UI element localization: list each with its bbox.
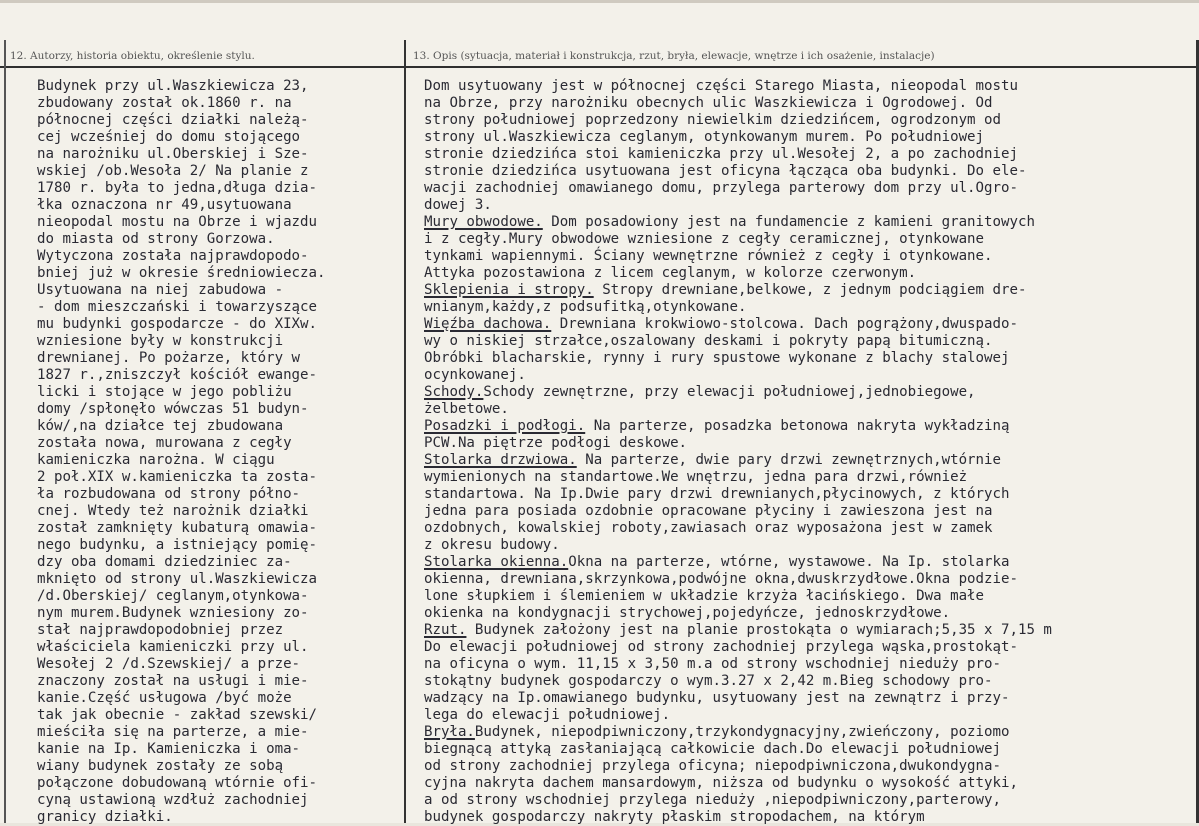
history-text-line: łka oznaczona nr 49,usytuowana <box>37 197 292 213</box>
description-text: lega do elewacji południowej. <box>424 707 671 723</box>
description-text-line <box>424 588 1052 605</box>
section-13-header: 13. Opis (sytuacja, materiał i konstrukcja, rzut, bryła, elewacje, wnętrze i ich osażenie, instalacje) <box>413 50 935 62</box>
description-text: ocynkowanej. <box>424 367 526 383</box>
section-heading: Rzut. <box>424 622 467 638</box>
description-text: budynek gospodarczy nakryty płaskim stropodachem, na którym <box>424 809 925 825</box>
history-text-line: kanie na Ip. Kamieniczka i oma- <box>37 741 301 757</box>
description-text: cyjna nakryta dachem mansardowym, niższa od budynku o wysokość attyki, <box>424 775 1018 791</box>
description-text-line <box>424 214 1052 231</box>
description-text: Na parterze, dwie pary drzwi zewnętrznych,wtórnie <box>576 452 1001 468</box>
history-text-line: kamieniczka narożna. W ciągu <box>37 452 275 468</box>
description-text: wadzący na Ip.omawianego budynku, usytuowany jest na zewnątrz i przy- <box>424 690 1010 706</box>
history-text-line: 1780 r. była to jedna,długa dzia- <box>37 180 318 196</box>
history-text-line: cyną ustawioną wzdłuż zachodniej <box>37 792 309 808</box>
history-text-line: nym murem.Budynek wzniesiony zo- <box>37 605 309 621</box>
history-text-column <box>37 78 326 826</box>
description-text: standartowa. Na Ip.Dwie pary drzwi drewnianych,płycinowych, z których <box>424 486 1010 502</box>
history-text-line: do miasta od strony Gorzowa. <box>37 231 275 247</box>
description-text-line <box>424 537 1052 554</box>
history-text-line: - dom mieszczański i towarzyszące <box>37 299 318 315</box>
description-text-line <box>424 231 1052 248</box>
section-heading: Stolarka okienna. <box>424 554 569 570</box>
description-text-line <box>424 724 1052 741</box>
history-text-line: bniej już w okresie średniowiecza. <box>37 265 326 281</box>
description-text: Okna na parterze, wtórne, wystawowe. Na Ip. stolarka <box>568 554 1010 570</box>
history-text-line: zbudowany został ok.1860 r. na <box>37 95 292 111</box>
description-text: żelbetowe. <box>424 401 509 417</box>
description-text-line <box>424 741 1052 758</box>
history-text-line: wiany budynek zostały ze sobą <box>37 758 284 774</box>
history-text-line: mknięto od strony ul.Waszkiewicza <box>37 571 318 587</box>
description-text: wacji zachodniej omawianego domu, przylega parterowy dom przy ul.Ogro- <box>424 180 1018 196</box>
description-text-column <box>424 78 1052 826</box>
description-text-line <box>424 367 1052 384</box>
history-text-line: nieopodal mostu na Obrze i wjazdu <box>37 214 318 230</box>
description-text-line <box>424 554 1052 571</box>
section-heading: Bryła. <box>424 724 475 740</box>
history-text-line: drewnianej. Po pożarze, który w <box>37 350 301 366</box>
history-text-line: na narożniku ul.Oberskiej i Sze- <box>37 146 309 162</box>
section-heading: Więźba dachowa. <box>424 316 552 332</box>
description-text-line <box>424 622 1052 639</box>
history-text-line: został zamknięty kubaturą omawia- <box>37 520 318 536</box>
description-text-line <box>424 129 1052 146</box>
description-text: a od strony wschodniej przylega nieduży ,niepodpiwniczony,parterowy, <box>424 792 1001 808</box>
description-text: ozdobnych, kowalskiej roboty,zawiasach oraz wyposażona jest w zamek <box>424 520 993 536</box>
history-text-line: właściciela kamieniczki przy ul. <box>37 639 309 655</box>
description-text: Na parterze, posadzka betonowa nakryta wykładziną <box>585 418 1010 434</box>
description-text: Budynek, niepodpiwniczony,trzykondygnacyjny,zwieńczony, poziomo <box>474 724 1010 740</box>
history-text-line: dzy oba domami dziedziniec za- <box>37 554 292 570</box>
scan-edge <box>0 0 1199 3</box>
description-text-line <box>424 163 1052 180</box>
history-text-line: Wesołej 2 /d.Szewskiej/ a prze- <box>37 656 301 672</box>
description-text-line <box>424 248 1052 265</box>
description-text-line <box>424 469 1052 486</box>
description-text-line <box>424 95 1052 112</box>
history-text-line: domy /spłonęło wówczas 51 budyn- <box>37 401 309 417</box>
description-text: Obróbki blacharskie, rynny i rury spustowe wykonane z blachy stalowej <box>424 350 1010 366</box>
description-text: od strony zachodniej przylega oficyna; niepodpiwniczona,dwukondygna- <box>424 758 1001 774</box>
history-text-line: granicy działki. <box>37 809 173 825</box>
history-text-line: kanie.Część usługowa /być może <box>37 690 292 706</box>
description-text-line <box>424 180 1052 197</box>
description-text-line <box>424 197 1052 214</box>
history-text-line: została nowa, murowana z cegły <box>37 435 292 451</box>
description-text: lone słupkiem i ślemieniem w układzie krzyża łacińskiego. Dwa małe <box>424 588 985 604</box>
description-text-line <box>424 265 1052 282</box>
history-text-line: połączone dobudowaną wtórnie ofi- <box>37 775 318 791</box>
description-text-line <box>424 503 1052 520</box>
description-text-line <box>424 299 1052 316</box>
description-text-line <box>424 690 1052 707</box>
form-left-border <box>4 40 6 823</box>
description-text: Dom posadowiony jest na fundamencie z kamieni granitowych <box>542 214 1035 230</box>
history-text-line: cnej. Wtedy też narożnik działki <box>37 503 309 519</box>
history-text-line: Wytyczona została najprawdopodo- <box>37 248 309 264</box>
description-text-line <box>424 605 1052 622</box>
history-text-line: cej wcześniej do domu stojącego <box>37 129 301 145</box>
history-text-line: mieściła się na parterze, a mie- <box>37 724 309 740</box>
history-text-line: ła rozbudowana od strony półno- <box>37 486 301 502</box>
description-text: dowej 3. <box>424 197 492 213</box>
description-text: strony ul.Waszkiewicza ceglanym, otynkowanym murem. Po południowej <box>424 129 985 145</box>
history-text-line: stał najprawdopodobniej przez <box>37 622 284 638</box>
history-text-line: mu budynki gospodarcze - do XIXw. <box>37 316 318 332</box>
description-text-line <box>424 792 1052 809</box>
history-text-line: 2 poł.XIX w.kamieniczka ta zosta- <box>37 469 318 485</box>
description-text-line <box>424 112 1052 129</box>
history-text-line: nego budynku, a istniejący pomię- <box>37 537 318 553</box>
form-column-divider <box>404 40 406 823</box>
description-text: stokątny budynek gospodarczy o wym.3.27 x 2,42 m.Bieg schodowy pro- <box>424 673 993 689</box>
form-header-rule <box>0 66 1199 68</box>
description-text-line <box>424 452 1052 469</box>
description-text-line <box>424 656 1052 673</box>
history-text-line: wskiej /ob.Wesoła 2/ Na planie z <box>37 163 309 179</box>
description-text: Schody zewnętrzne, przy elewacji południowej,jednobiegowe, <box>483 384 976 400</box>
section-heading: Mury obwodowe. <box>424 214 543 230</box>
description-text: okienna, drewniana,skrzynkowa,podwójne okna,dwuskrzydłowe.Okna podzie- <box>424 571 1018 587</box>
description-text-line <box>424 486 1052 503</box>
history-text-line: północnej części działki należą- <box>37 112 309 128</box>
description-text: Dom usytuowany jest w północnej części Starego Miasta, nieopodal mostu <box>424 78 1018 94</box>
section-12-header: 12. Autorzy, historia obiektu, określenie stylu. <box>10 50 255 62</box>
description-text: na oficyna o wym. 11,15 x 3,50 m.a od strony wschodniej nieduży pro- <box>424 656 1001 672</box>
description-text: wy o niskiej strzałce,oszalowany deskami i pokryty papą bitumiczną. <box>424 333 993 349</box>
description-text: strony południowej poprzedzony niewielkim dziedzińcem, ogrodzonym od <box>424 112 1001 128</box>
description-text: wnianym,każdy,z podsufitką,otynkowane. <box>424 299 747 315</box>
description-text: PCW.Na piętrze podłogi deskowe. <box>424 435 688 451</box>
history-text-line: /d.Oberskiej/ ceglanym,otynkowa- <box>37 588 309 604</box>
description-text: biegnącą attyką zasłaniającą całkowicie dach.Do elewacji południowej <box>424 741 1001 757</box>
description-text: Stropy drewniane,belkowe, z jednym podciągiem dre- <box>593 282 1027 298</box>
description-text: Drewniana krokwiowo-stolcowa. Dach pogrążony,dwuspado- <box>551 316 1018 332</box>
description-text-line <box>424 401 1052 418</box>
description-text-line <box>424 809 1052 826</box>
description-text: okienka na kondygnacji strychowej,pojedyńcze, jednoskrzydłowe. <box>424 605 951 621</box>
history-text-line: ków/,na działce tej zbudowana <box>37 418 284 434</box>
description-text-line <box>424 775 1052 792</box>
section-heading: Posadzki i podłogi. <box>424 418 586 434</box>
description-text: stronie dziedzińca stoi kamieniczka przy ul.Wesołej 2, a po zachodniej <box>424 146 1018 162</box>
description-text-line <box>424 520 1052 537</box>
description-text-line <box>424 78 1052 95</box>
history-text-line: Usytuowana na niej zabudowa - <box>37 282 284 298</box>
description-text-line <box>424 571 1052 588</box>
description-text-line <box>424 282 1052 299</box>
section-heading: Stolarka drzwiowa. <box>424 452 577 468</box>
description-text: na Obrze, przy narożniku obecnych ulic Waszkiewicza i Ogrodowej. Od <box>424 95 993 111</box>
description-text-line <box>424 316 1052 333</box>
history-text-line: znaczony został na usługi i mie- <box>37 673 309 689</box>
description-text: stronie dziedzińca usytuowana jest oficyna łącząca oba budynki. Do ele- <box>424 163 1027 179</box>
description-text: z okresu budowy. <box>424 537 560 553</box>
description-text-line <box>424 418 1052 435</box>
description-text-line <box>424 707 1052 724</box>
description-text-line <box>424 758 1052 775</box>
description-text: jedna para posiada ozdobnie opracowane płyciny i zawieszona jest na <box>424 503 993 519</box>
description-text-line <box>424 435 1052 452</box>
description-text: Do elewacji południowej od strony zachodniej przylega wąska,prostokąt- <box>424 639 1018 655</box>
description-text-line <box>424 673 1052 690</box>
description-text: Budynek założony jest na planie prostokąta o wymiarach;5,35 x 7,15 m <box>466 622 1052 638</box>
description-text-line <box>424 146 1052 163</box>
description-text: Attyka pozostawiona z licem ceglanym, w kolorze czerwonym. <box>424 265 917 281</box>
description-text-line <box>424 384 1052 401</box>
history-text-line: wzniesione były w konstrukcji <box>37 333 284 349</box>
description-text: i z cegły.Mury obwodowe wzniesione z cegły ceramicznej, otynkowane <box>424 231 985 247</box>
history-text-line: licki i stojące w jego pobliżu <box>37 384 292 400</box>
history-text-line: tak jak obecnie - zakład szewski/ <box>37 707 318 723</box>
section-heading: Schody. <box>424 384 484 400</box>
description-text: wymienionych na standartowe.We wnętrzu, jedna para drzwi,również <box>424 469 968 485</box>
section-heading: Sklepienia i stropy. <box>424 282 594 298</box>
history-text-line: 1827 r.,zniszczył kościół ewange- <box>37 367 318 383</box>
history-text-line: Budynek przy ul.Waszkiewicza 23, <box>37 78 309 94</box>
description-text-line <box>424 350 1052 367</box>
description-text-line <box>424 333 1052 350</box>
description-text: tynkami wapiennymi. Ściany wewnętrzne również z cegły i otynkowane. <box>424 248 993 264</box>
description-text-line <box>424 639 1052 656</box>
